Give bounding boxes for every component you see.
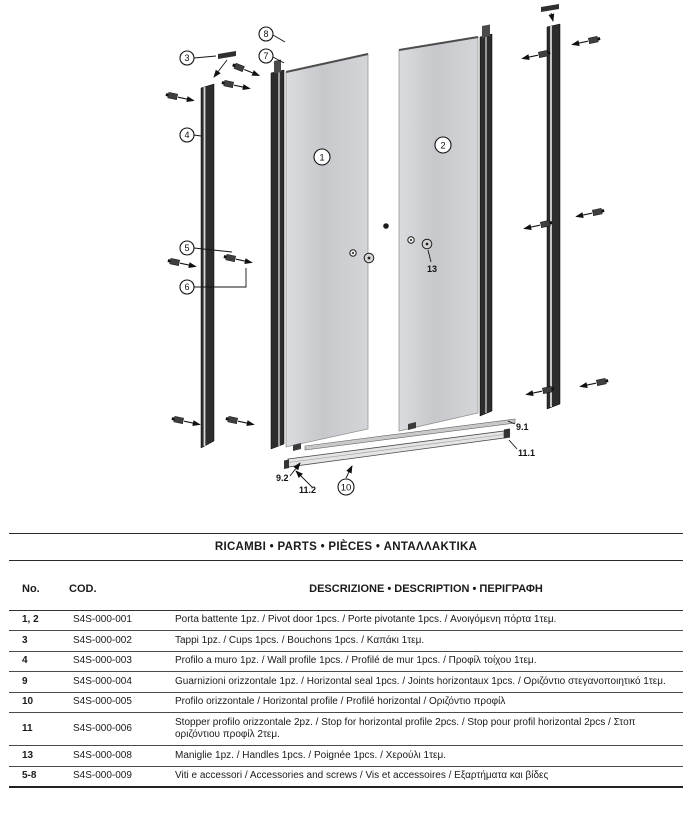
cell-description: Guarnizioni orizzontale 1pz. / Horizontal seal 1pcs. / Joints horizontaux 1pcs. / Οριζόντιο στεγανοποιητικό 1τεμ.	[169, 672, 683, 693]
screw-icon	[572, 36, 601, 47]
cell-no: 11	[9, 713, 65, 746]
cell-cod: S4S-000-004	[65, 672, 169, 693]
cell-description: Maniglie 1pz. / Handles 1pcs. / Poignée 1pcs. / Χερούλι 1τεμ.	[169, 746, 683, 767]
callout-1-label: 1	[319, 152, 325, 164]
cap-left	[214, 51, 236, 77]
cell-no: 4	[9, 651, 65, 672]
cap-right	[541, 4, 559, 21]
magnet-catch	[383, 223, 389, 229]
cell-no: 1, 2	[9, 610, 65, 631]
screw-icon	[576, 208, 605, 219]
table-row	[9, 692, 683, 713]
hinge-profile-left	[271, 60, 284, 450]
cell-description: Viti e accessori / Accessories and screws / Vis et accessoires / Εξαρτήματα και βίδες	[169, 766, 683, 787]
door-panel-right	[399, 37, 478, 431]
callout-2	[435, 137, 451, 153]
callout-2-label: 2	[440, 140, 446, 152]
seal-right-label: 9.1	[516, 422, 529, 432]
cell-description: Tappi 1pz. / Cups 1pcs. / Bouchons 1pcs. / Καπάκι 1τεμ.	[169, 631, 683, 652]
callout-7-label: 7	[263, 51, 269, 62]
screw-icon	[580, 378, 609, 389]
table-row	[9, 713, 683, 746]
wall-profile-right	[547, 24, 560, 409]
cell-description: Stopper profilo orizzontale 2pz. / Stop for horizontal profile 2pcs. / Stop pour profil horizontal 2pcs / Στοπ οριζόντιου προφίλ 2τεμ.	[169, 713, 683, 746]
cell-no: 10	[9, 692, 65, 713]
callout-6-label: 6	[184, 282, 190, 293]
cell-cod: S4S-000-005	[65, 692, 169, 713]
callout-8-label: 8	[263, 29, 269, 40]
table-row	[9, 610, 683, 631]
table-row	[9, 651, 683, 672]
callout-5	[180, 241, 194, 255]
hinge-profile-right	[480, 25, 492, 417]
screw-icon	[223, 254, 252, 265]
callout-7	[259, 49, 273, 63]
screw-icon	[232, 62, 261, 78]
cell-cod: S4S-000-003	[65, 651, 169, 672]
header-row	[9, 561, 683, 610]
table-row	[9, 766, 683, 787]
col-header-cod: COD.	[65, 561, 169, 610]
screw-icon	[165, 92, 194, 103]
callout-10-label: 10	[340, 482, 352, 494]
cell-description: Profilo orizzontale / Horizontal profile / Profilé horizontal / Οριζόντιο προφίλ	[169, 692, 683, 713]
callout-4-label: 4	[184, 130, 190, 141]
table-row	[9, 672, 683, 693]
cell-cod: S4S-000-002	[65, 631, 169, 652]
callout-3	[180, 51, 194, 65]
screw-icon	[225, 416, 254, 427]
cell-cod: S4S-000-001	[65, 610, 169, 631]
wall-profile-left	[201, 84, 214, 448]
col-header-description: DESCRIZIONE • DESCRIPTION • ΠΕΡΙΓΡΑΦΗ	[169, 561, 683, 610]
screw-icon	[221, 80, 250, 91]
callout-6	[180, 280, 194, 294]
parts-section	[9, 533, 683, 788]
cell-description: Porta battente 1pz. / Pivot door 1pcs. / Porte pivotante 1pcs. / Ανοιγόμενη πόρτα 1τεμ.	[169, 610, 683, 631]
stopper-left-label: 11.2	[299, 485, 317, 495]
cell-description: Profilo a muro 1pz. / Wall profile 1pcs. / Profilé de mur 1pcs. / Προφίλ τοίχου 1τεμ.	[169, 651, 683, 672]
col-header-no: No.	[9, 561, 65, 610]
stopper-right-label: 11.1	[518, 448, 536, 458]
screw-icon	[522, 50, 551, 61]
screw-icon	[171, 416, 200, 427]
cell-cod: S4S-000-008	[65, 746, 169, 767]
callout-5-label: 5	[184, 243, 190, 254]
callout-10	[338, 479, 354, 495]
screw-icon	[167, 258, 196, 269]
table-row	[9, 631, 683, 652]
table-row	[9, 746, 683, 767]
callout-1	[314, 149, 330, 165]
handle-label: 13	[427, 264, 438, 274]
cell-cod: S4S-000-006	[65, 713, 169, 746]
callout-8	[259, 27, 273, 41]
stopper-left	[284, 460, 289, 470]
callout-3-label: 3	[184, 53, 190, 64]
cell-cod: S4S-000-009	[65, 766, 169, 787]
stopper-right	[504, 429, 510, 439]
seal-left-label: 9.2	[276, 473, 289, 483]
callout-4	[180, 128, 194, 142]
cell-no: 3	[9, 631, 65, 652]
cell-no: 13	[9, 746, 65, 767]
parts-table	[9, 561, 683, 788]
cell-no: 5-8	[9, 766, 65, 787]
cell-no: 9	[9, 672, 65, 693]
parts-title: RICAMBI • PARTS • PIÈCES • ΑΝΤΑΛΛΑΚΤΙΚΑ	[9, 533, 683, 561]
